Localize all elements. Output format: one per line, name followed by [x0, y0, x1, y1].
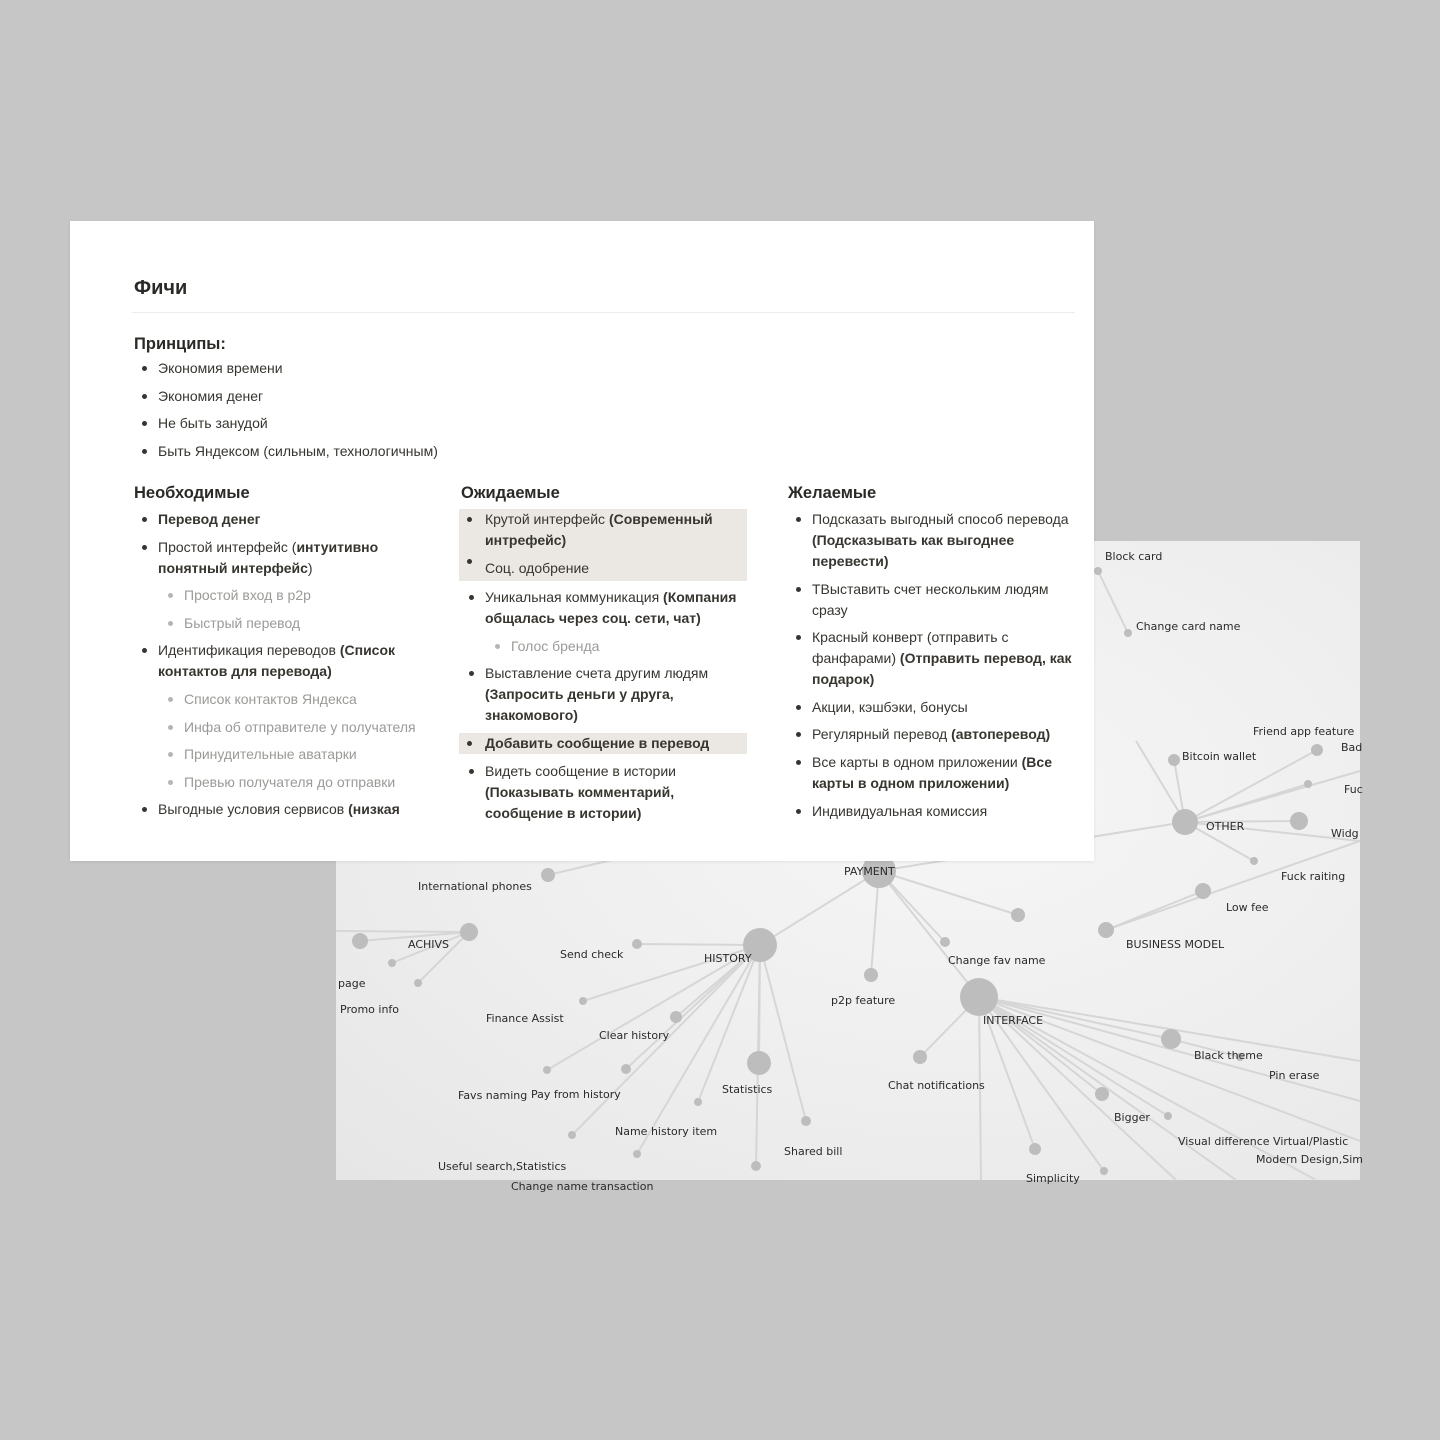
- graph-label: Promo info: [340, 1003, 400, 1016]
- graph-label: Widg: [1331, 827, 1359, 840]
- graph-label: Low fee: [1226, 901, 1269, 914]
- graph-edge: [1106, 841, 1360, 930]
- graph-label: Pay from history: [531, 1088, 621, 1101]
- graph-label: Fuck raiting: [1281, 870, 1346, 883]
- graph-node-changecard: [1124, 629, 1132, 637]
- item-text: ): [307, 559, 313, 576]
- list-item: ТВыставить счет нескольким людям сразу: [788, 579, 1074, 621]
- desired-heading: Желаемые: [788, 484, 877, 502]
- graph-label: Bigger: [1114, 1111, 1150, 1124]
- graph-node-intl: [541, 868, 555, 882]
- graph-node-promo: [414, 979, 422, 987]
- necessary-heading: Необходимые: [134, 484, 250, 502]
- graph-node-fuckr: [1250, 857, 1258, 865]
- graph-label: ACHIVS: [408, 938, 450, 951]
- graph-label: Send check: [560, 948, 624, 961]
- list-item: [134, 537, 420, 579]
- graph-label: Black theme: [1194, 1049, 1263, 1062]
- graph-node-simpl: [1029, 1143, 1041, 1155]
- graph-label: Favs naming: [458, 1089, 528, 1102]
- sub-list-item: Простой вход в p2p: [160, 585, 420, 606]
- graph-label: Chat notifications: [888, 1079, 985, 1092]
- graph-node-business: [1098, 922, 1114, 938]
- item-text: Все карты в одном приложении: [812, 753, 1022, 770]
- item-text: Видеть сообщение в истории: [485, 762, 676, 779]
- graph-node-n682: [1011, 908, 1025, 922]
- graph-label: Finance Assist: [486, 1012, 564, 1025]
- graph-node-chatn: [913, 1050, 927, 1064]
- bold-text: (Список контактов для перевода): [158, 642, 396, 680]
- list-item: [461, 663, 747, 726]
- bold-text: Перевод денег: [158, 511, 261, 527]
- list-item: [788, 627, 1074, 690]
- list-item: Экономия времени: [134, 358, 734, 379]
- graph-node-statistics: [747, 1051, 771, 1075]
- graph-node-blockc: [1094, 567, 1102, 575]
- graph-label: Name history item: [615, 1125, 718, 1138]
- list-item: [134, 799, 420, 820]
- title-divider: [132, 312, 1075, 313]
- item-text: Простой интерфейс (: [158, 538, 297, 555]
- graph-label: OTHER: [1206, 820, 1245, 833]
- principles-list: [134, 358, 734, 462]
- list-item: Не быть занудой: [134, 413, 734, 434]
- list-item: Индивидуальная комиссия: [788, 801, 1074, 822]
- graph-edge: [698, 945, 760, 1102]
- graph-node-send: [632, 939, 642, 949]
- bold-text: (Компания общалась через соц. сети, чат): [485, 589, 737, 627]
- graph-label: Bad: [1341, 741, 1363, 754]
- graph-label: Pin erase: [1269, 1069, 1320, 1082]
- expected-column: [461, 484, 747, 821]
- graph-node-useful: [568, 1131, 576, 1139]
- graph-label: PAYMENT: [844, 865, 895, 878]
- list-item: [461, 761, 747, 824]
- list-item: [134, 509, 420, 530]
- graph-node-favs: [543, 1066, 551, 1074]
- graph-label: Friend app feature: [1253, 725, 1355, 738]
- sub-list-item-highlighted: Соц. одобрение: [459, 551, 747, 581]
- graph-node-visual: [1164, 1112, 1172, 1120]
- list-item: Быть Яндексом (сильным, технологичным): [134, 441, 734, 462]
- expected-heading: Ожидаемые: [461, 484, 560, 502]
- graph-edge: [548, 859, 616, 875]
- principles-heading: Принципы:: [134, 335, 226, 353]
- graph-edge: [879, 871, 979, 997]
- sub-list-item: Принудительные аватарки: [160, 744, 420, 765]
- list-item: [461, 587, 747, 629]
- graph-node-p2p: [864, 968, 878, 982]
- features-document: [70, 221, 1094, 861]
- bold-text: (низкая: [348, 801, 400, 818]
- graph-label: Simplicity: [1026, 1172, 1080, 1185]
- graph-edge: [760, 871, 879, 945]
- list-item: [788, 509, 1074, 572]
- graph-node-cfav: [940, 937, 950, 947]
- expected-list: [461, 509, 747, 824]
- graph-node-low: [1195, 883, 1211, 899]
- graph-node-page: [388, 959, 396, 967]
- graph-label: Visual difference Virtual/Plastic: [1178, 1135, 1349, 1148]
- graph-label: Shared bill: [784, 1145, 843, 1158]
- bold-text: (Запросить деньги у друга, знакомового): [485, 686, 674, 724]
- graph-node-shared: [801, 1116, 811, 1126]
- item-text: Подсказать выгодный способ перевода: [812, 511, 1069, 527]
- item-text: Идентификация переводов: [158, 642, 340, 659]
- graph-label: Block card: [1105, 550, 1163, 563]
- desired-list: [788, 509, 1074, 822]
- graph-node-namehist: [694, 1098, 702, 1106]
- graph-edge: [1098, 571, 1128, 633]
- graph-node-other: [1172, 809, 1198, 835]
- graph-label: Clear history: [599, 1029, 670, 1042]
- list-item-highlighted: [459, 733, 747, 754]
- graph-node-finance: [579, 997, 587, 1005]
- bold-text: (автоперевод): [951, 726, 1051, 743]
- graph-edge: [1185, 771, 1360, 822]
- desired-column: [788, 484, 1074, 819]
- sub-list-item: Голос бренда: [487, 636, 747, 657]
- list-item: Экономия денег: [134, 386, 734, 407]
- bold-text: (Все карты в одном приложении): [812, 753, 1052, 791]
- graph-node-friend: [1311, 744, 1323, 756]
- graph-label: page: [338, 977, 366, 990]
- graph-node-bigger: [1095, 1087, 1109, 1101]
- graph-node-black: [1161, 1029, 1181, 1049]
- graph-label: INTERFACE: [983, 1014, 1044, 1027]
- item-text: Выгодные условия сервисов: [158, 801, 349, 818]
- graph-label: Modern Design,Sim: [1256, 1153, 1363, 1166]
- graph-node-chname: [633, 1150, 641, 1158]
- sub-list-item: Инфа об отправителе у получателя: [160, 717, 420, 738]
- sub-list-item: Список контактов Яндекса: [160, 689, 420, 710]
- graph-node-bitcoin: [1168, 754, 1180, 766]
- graph-label: International phones: [418, 880, 532, 893]
- item-text: Крутой интерфейс: [485, 511, 609, 527]
- graph-node-bottom: [751, 1161, 761, 1171]
- item-text: Регулярный перевод: [812, 726, 952, 743]
- graph-label: Bitcoin wallet: [1182, 750, 1257, 763]
- graph-node-clear: [670, 1011, 682, 1023]
- bold-text: (Современный интрефейс): [485, 511, 713, 548]
- graph-edge: [336, 931, 469, 932]
- necessary-list: [134, 509, 420, 820]
- graph-label: Change name transaction: [511, 1180, 654, 1193]
- list-item: [134, 640, 420, 682]
- bold-text: (Отправить перевод, как подарок): [812, 650, 1072, 688]
- list-item: [788, 724, 1074, 745]
- page-title: Фичи: [134, 277, 188, 299]
- bold-text: интуитивно понятный интерфейс: [158, 538, 379, 576]
- necessary-column: [134, 484, 420, 818]
- sub-list-item: Быстрый перевод: [160, 613, 420, 634]
- graph-label: Fuc: [1344, 783, 1363, 796]
- principles-section: [134, 335, 734, 468]
- graph-label: BUSINESS MODEL: [1126, 938, 1225, 951]
- graph-edge: [637, 944, 760, 945]
- graph-node-interface: [960, 978, 998, 1016]
- bold-text: (Подсказывать как выгоднее перевести): [812, 532, 1015, 569]
- graph-node-achL: [352, 933, 368, 949]
- item-text: Уникальная коммуникация: [485, 589, 664, 606]
- graph-label: Change card name: [1136, 620, 1241, 633]
- bold-text: (Показывать комментарий, сообщение в истории): [485, 783, 675, 821]
- list-item: Акции, кэшбэки, бонусы: [788, 697, 1074, 718]
- sub-list-item: Превью получателя до отправки: [160, 772, 420, 793]
- bold-text: Добавить сообщение в перевод: [485, 734, 710, 751]
- graph-label: Statistics: [722, 1083, 773, 1096]
- list-item: [788, 752, 1074, 794]
- graph-label: Change fav name: [948, 954, 1046, 967]
- graph-node-achivs: [460, 923, 478, 941]
- graph-label: Useful search,Statistics: [438, 1160, 567, 1173]
- list-item-highlighted: [459, 509, 747, 551]
- graph-node-fuc: [1304, 780, 1312, 788]
- item-text: Выставление счета другим людям: [485, 665, 709, 682]
- graph-node-payh: [621, 1064, 631, 1074]
- graph-label: p2p feature: [831, 994, 896, 1007]
- item-text: Красный конверт (отправить с фанфарами): [812, 629, 1009, 667]
- graph-label: HISTORY: [704, 952, 752, 965]
- graph-node-n768: [1100, 1167, 1108, 1175]
- graph-node-widg: [1290, 812, 1308, 830]
